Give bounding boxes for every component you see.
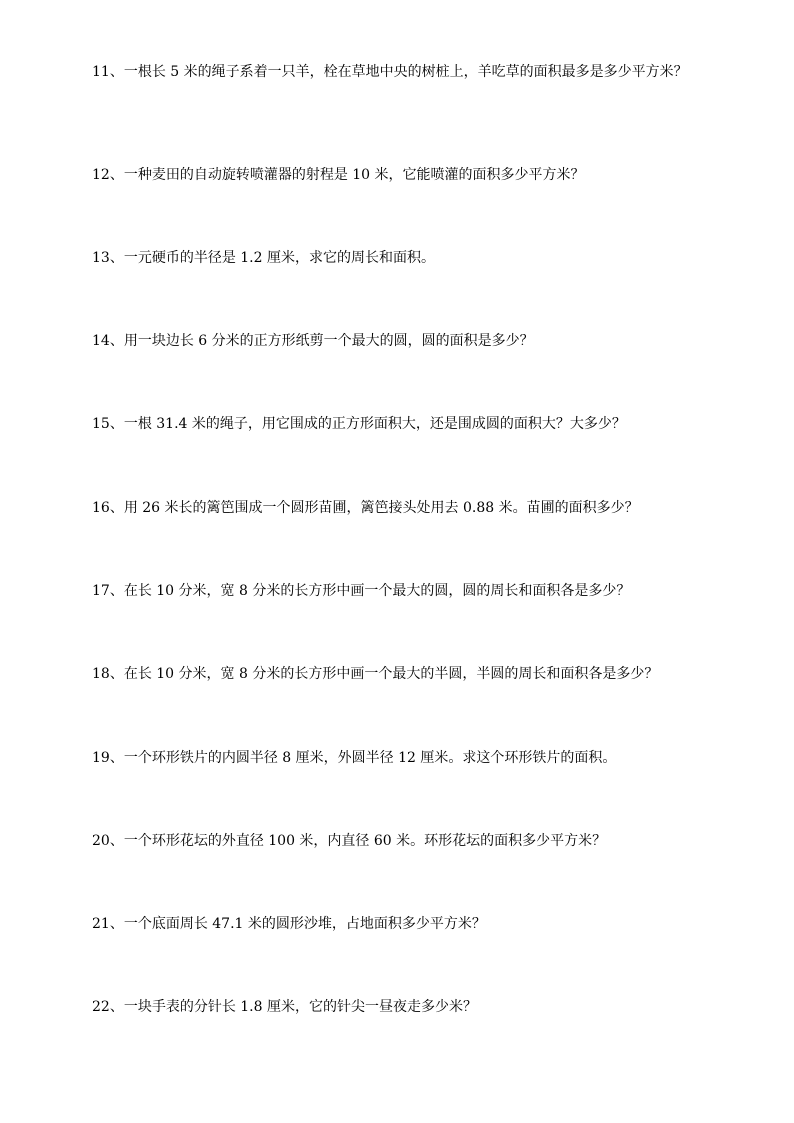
question-17: 17、在长 10 分米，宽 8 分米的长方形中画一个最大的圆，圆的周长和面积各是多少？ [92, 583, 631, 599]
question-16: 16、用 26 米长的篱笆围成一个圆形苗圃，篱笆接头处用去 0.88 米。苗圃的面积多少？ [92, 500, 639, 516]
question-21: 21、一个底面周长 47.1 米的圆形沙堆，占地面积多少平方米？ [92, 916, 486, 932]
question-11: 11、一根长 5 米的绳子系着一只羊，栓在草地中央的树桩上，羊吃草的面积最多是多少平方米？ [92, 64, 688, 80]
question-13: 13、一元硬币的半径是 1.2 厘米，求它的周长和面积。 [92, 250, 435, 266]
question-15: 15、一根 31.4 米的绳子，用它围成的正方形面积大，还是围成圆的面积大？大多少？ [92, 416, 626, 432]
question-22: 22、一块手表的分针长 1.8 厘米，它的针尖一昼夜走多少米？ [92, 999, 477, 1015]
question-14: 14、用一块边长 6 分米的正方形纸剪一个最大的圆，圆的面积是多少？ [92, 333, 534, 349]
question-19: 19、一个环形铁片的内圆半径 8 厘米，外圆半径 12 厘米。求这个环形铁片的面积。 [92, 750, 617, 766]
question-20: 20、一个环形花坛的外直径 100 米，内直径 60 米。环形花坛的面积多少平方米？ [92, 833, 607, 849]
question-12: 12、一种麦田的自动旋转喷灌器的射程是 10 米，它能喷灌的面积多少平方米？ [92, 167, 585, 183]
question-18: 18、在长 10 分米，宽 8 分米的长方形中画一个最大的半圆，半圆的周长和面积各是多少？ [92, 666, 659, 682]
